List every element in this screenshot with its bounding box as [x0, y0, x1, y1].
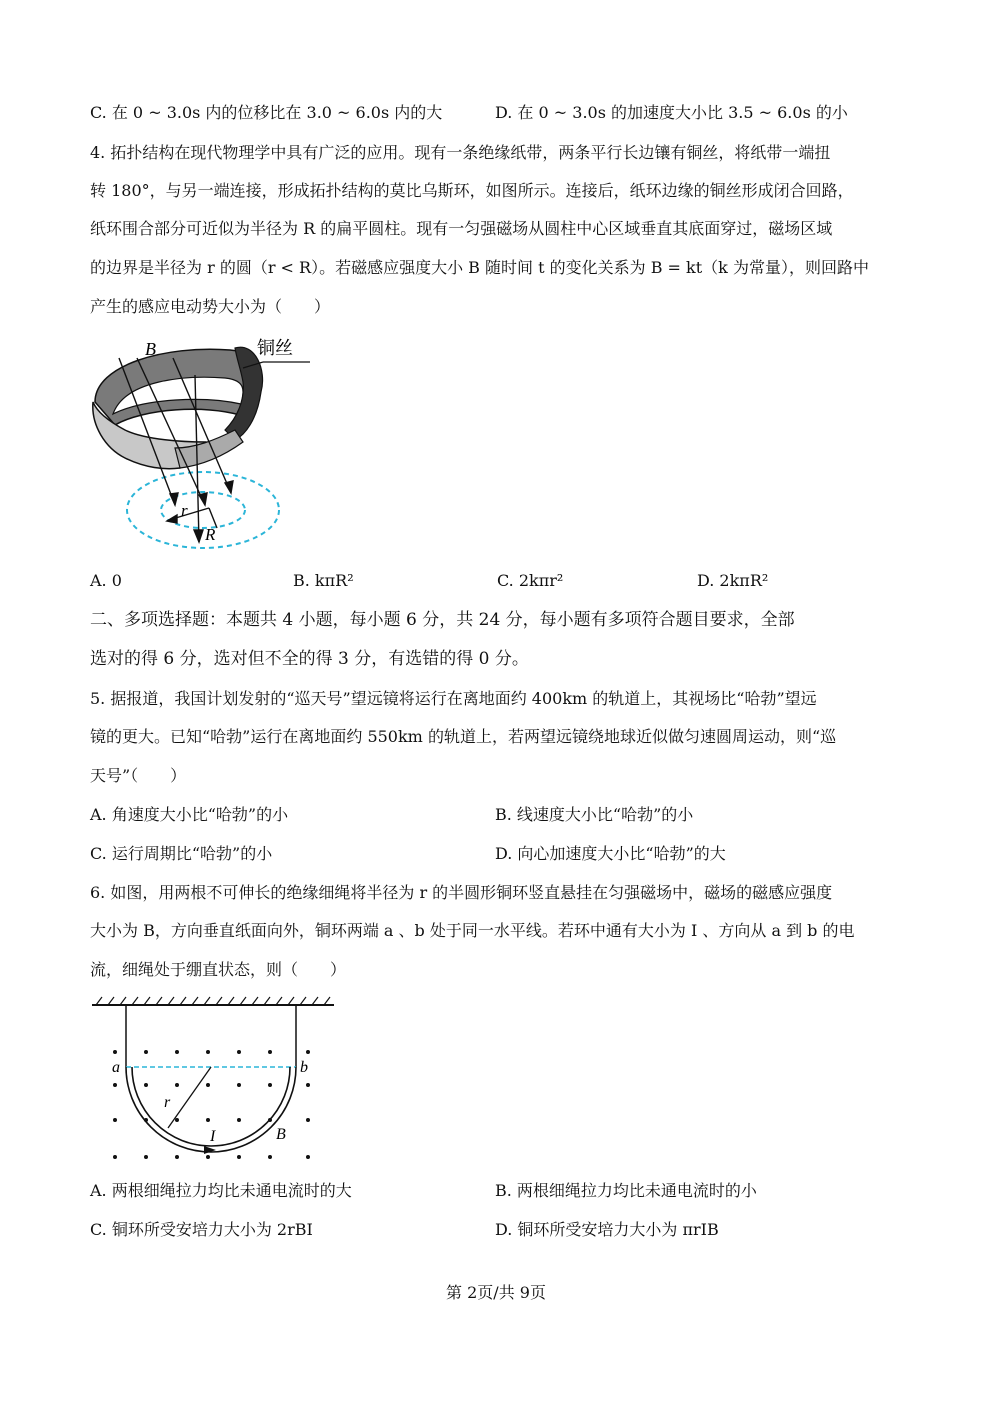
label-a: a: [112, 1059, 120, 1076]
q6-text-line: 6. 如图，用两根不可伸长的绝缘细绳将半径为 r 的半圆形铜环竖直悬挂在匀强磁场中，磁场的磁感应强度: [90, 883, 833, 902]
field-arrow-icon: [199, 493, 207, 505]
q5-option-b: B. 线速度大小比“哈勃”的小: [495, 805, 694, 824]
label-r: r: [164, 1094, 171, 1111]
q5-option-a: A. 角速度大小比“哈勃”的小: [90, 805, 289, 824]
q6-option-d: D. 铜环所受安培力大小为 πrIB: [495, 1220, 719, 1239]
q4-text-line: 纸环围合部分可近似为半径为 R 的扁平圆柱。现有一匀强磁场从圆柱中心区域垂直其底面穿过，磁场区域: [90, 219, 833, 238]
q5-option-c: C. 运行周期比“哈勃”的小: [90, 844, 273, 863]
field-arrow-icon: [225, 481, 233, 493]
label-r: r: [181, 501, 188, 520]
q4-option-d: D. 2kπR²: [697, 571, 769, 590]
label-copper-wire: 铜丝: [257, 338, 293, 359]
q6-option-c: C. 铜环所受安培力大小为 2rBI: [90, 1220, 313, 1239]
page-footer: 第 2页/共 9页: [446, 1283, 546, 1302]
field-arrow-icon: [170, 493, 178, 505]
q4-text-line: 产生的感应电动势大小为（ ）: [90, 297, 331, 316]
q4-option-b: B. kπR²: [293, 571, 354, 590]
q6-option-a: A. 两根细绳拉力均比未通电流时的大: [90, 1181, 352, 1200]
label-b: b: [300, 1059, 308, 1076]
q4-text-line: 转 180°，与另一端连接，形成拓扑结构的莫比乌斯环，如图所示。连接后，纸环边缘的铜丝形成闭合回路，: [90, 181, 854, 200]
q5-option-d: D. 向心加速度大小比“哈勃”的大: [495, 844, 726, 863]
section-2-heading: 二、多项选择题：本题共 4 小题，每小题 6 分，共 24 分，每小题有多项符合题目要求，全部: [90, 610, 795, 630]
q4-option-c: C. 2kπr²: [497, 571, 564, 590]
q5-text-line: 天号”（ ）: [90, 766, 187, 785]
q4-text-line: 的边界是半径为 r 的圆（r < R）。若磁感应强度大小 B 随时间 t 的变化关系为 B = kt（k 为常量），则回路中: [90, 258, 869, 277]
label-R: R: [205, 525, 216, 544]
q4-option-a: A. 0: [90, 571, 122, 590]
current-arrow-icon: [204, 1146, 216, 1154]
label-I: I: [210, 1128, 216, 1145]
label-B: B: [276, 1126, 286, 1143]
q5-text-line: 5. 据报道，我国计划发射的“巡天号”望远镜将运行在离地面约 400km 的轨道上，其视场比“哈勃”望远: [90, 689, 817, 708]
semicircle-ring-figure: [88, 995, 338, 1170]
section-2-heading: 选对的得 6 分，选对但不全的得 3 分，有选错的得 0 分。: [90, 649, 529, 669]
q4-text-line: 4. 拓扑结构在现代物理学中具有广泛的应用。现有一条绝缘纸带，两条平行长边镶有铜丝，将纸带一端扭: [90, 143, 831, 162]
mobius-ring-figure: [85, 330, 315, 565]
label-B: B: [145, 339, 156, 359]
q5-text-line: 镜的更大。已知“哈勃”运行在离地面约 550km 的轨道上，若两望远镜绕地球近似做匀速圆周运动，则“巡: [90, 727, 837, 746]
q3-option-c: C. 在 0 ~ 3.0s 内的位移比在 3.0 ~ 6.0s 内的大: [90, 103, 443, 122]
radius-r-arrowhead-icon: [167, 515, 177, 523]
q6-text-line: 流，细绳处于绷直状态，则（ ）: [90, 960, 347, 979]
field-arrow-icon: [194, 530, 203, 542]
radius-line: [168, 1067, 211, 1128]
q3-option-d: D. 在 0 ~ 3.0s 的加速度大小比 3.5 ~ 6.0s 的小: [495, 103, 848, 122]
q6-text-line: 大小为 B，方向垂直纸面向外，铜环两端 a 、b 处于同一水平线。若环中通有大小为 I 、方向从 a 到 b 的电: [90, 921, 855, 940]
q6-option-b: B. 两根细绳拉力均比未通电流时的小: [495, 1181, 757, 1200]
